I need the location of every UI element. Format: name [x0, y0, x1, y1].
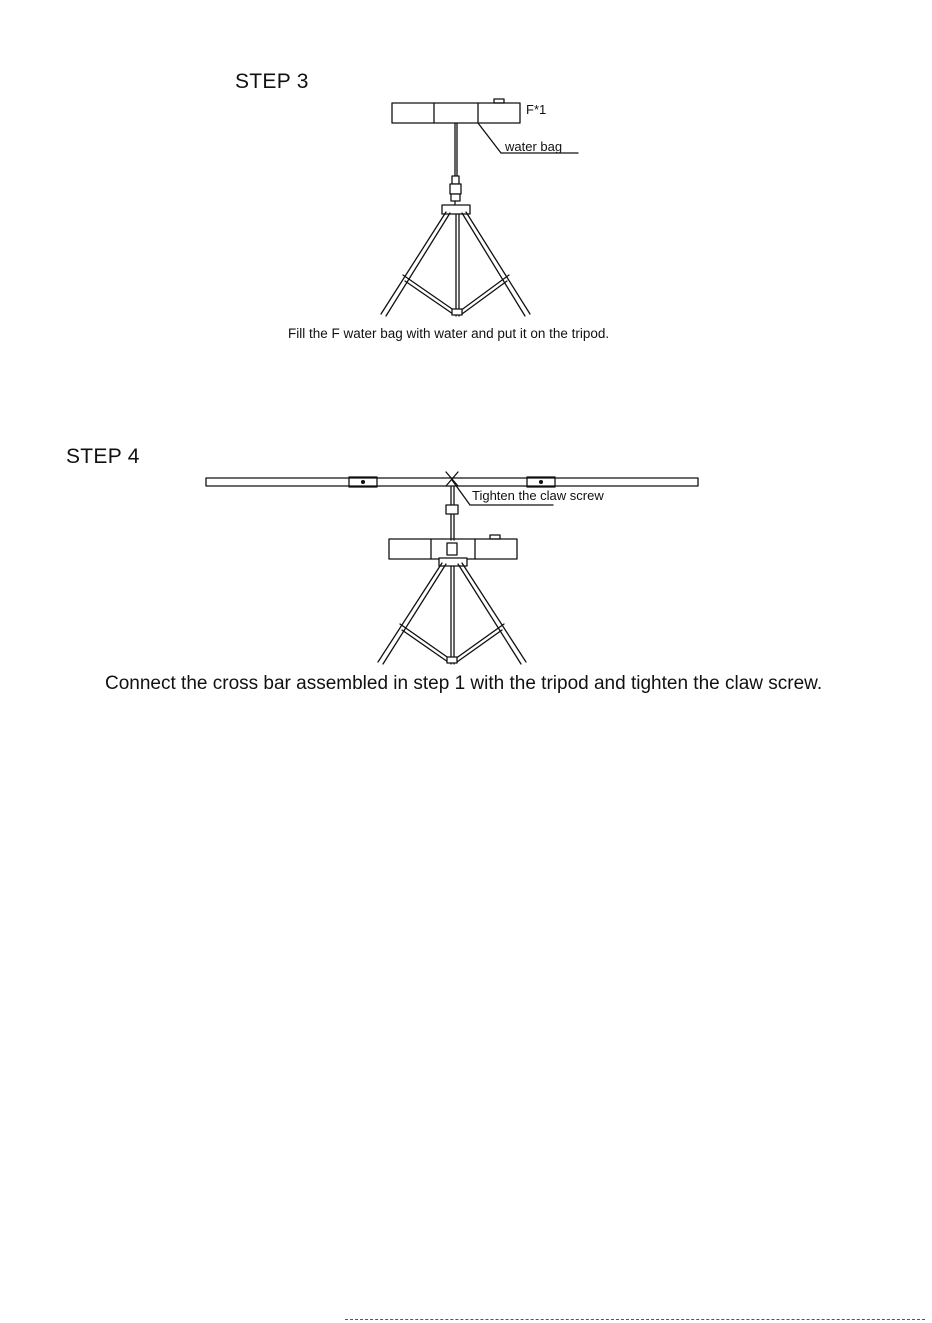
water-bag-callout-label: water bag	[505, 139, 563, 154]
step-3-water-bag	[392, 99, 520, 123]
claw-screw	[446, 472, 458, 486]
step-4-caption: Connect the cross bar assembled in step 1 with the tripod and tighten the claw screw.	[105, 673, 823, 694]
step-3-caption: Fill the F water bag with water and put it on the tripod.	[288, 326, 610, 341]
step-4-center-pole	[446, 486, 458, 540]
step-3-center-pole	[450, 123, 461, 206]
step-4-tripod	[378, 558, 526, 664]
step-3-heading: STEP 3	[235, 70, 309, 93]
step-3-tripod	[381, 205, 530, 316]
claw-screw-leader-line	[452, 480, 553, 505]
water-bag-leader-line	[478, 123, 578, 153]
claw-screw-callout-label: Tighten the claw screw	[472, 488, 604, 503]
step-4-water-bag	[389, 535, 517, 559]
step-4-heading: STEP 4	[66, 445, 140, 468]
part-label-f1: F*1	[526, 102, 547, 117]
page-bottom-rule	[345, 1319, 925, 1320]
